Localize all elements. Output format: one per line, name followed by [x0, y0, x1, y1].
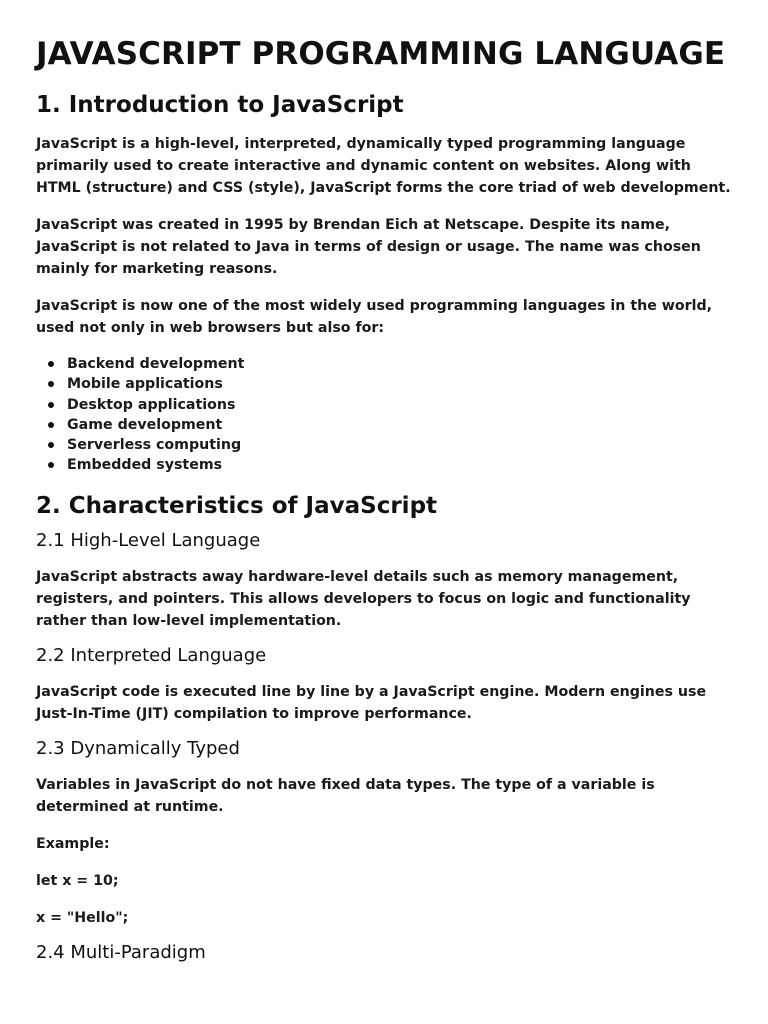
intro-paragraph-3: JavaScript is now one of the most widely used programming languages in the world, used not only in web browsers but also for:: [36, 298, 713, 336]
list-item-text: Game development: [67, 416, 223, 433]
subsection-2-4-heading: 2.4 Multi-Paradigm: [36, 941, 206, 963]
list-item-text: Embedded systems: [67, 457, 223, 474]
list-item-text: Backend development: [67, 356, 245, 372]
subsection-2-2-paragraph: JavaScript code is executed line by line by a JavaScript engine. Modern engines use Just-In-Time (JIT) compilation to improve performance.: [36, 683, 707, 722]
list-item: [36, 354, 732, 374]
intro-paragraph-1: JavaScript is a high-level, interpreted, dynamically typed programming language primarily used to create interactive and dynamic content on websites. Along with HTML (structure) and CSS (style), JavaScript forms the core triad of web development.: [36, 136, 731, 196]
list-item: [36, 395, 732, 415]
section-2-heading: 2. Characteristics of JavaScript: [36, 492, 438, 519]
subsection-2-3-paragraph: Variables in JavaScript do not have fixed data types. The type of a variable is determined at runtime.: [36, 776, 655, 815]
document-title: JAVASCRIPT PROGRAMMING LANGUAGE: [36, 36, 726, 72]
subsection-2-2-heading: 2.2 Interpreted Language: [36, 644, 267, 666]
subsection-2-1-heading: 2.1 High-Level Language: [36, 529, 261, 551]
bullet-icon: [48, 402, 54, 408]
list-item-text: Mobile applications: [67, 376, 223, 393]
subsection-2-3-heading: 2.3 Dynamically Typed: [36, 737, 240, 759]
subsection-2-1-paragraph: JavaScript abstracts away hardware-level details such as memory management, registers, and pointers. This allows developers to focus on logic and functionality rather than low-level implementation.: [36, 568, 691, 629]
code-line-1: let x = 10;: [36, 872, 119, 889]
bullet-icon: [48, 442, 54, 448]
list-item: [36, 374, 732, 394]
uses-list: [36, 354, 732, 476]
list-item: [36, 455, 732, 475]
list-item-text: Serverless computing: [67, 437, 242, 454]
bullet-icon: [48, 422, 54, 428]
bullet-icon: [48, 361, 54, 367]
bullet-icon: [48, 462, 54, 468]
list-item: [36, 415, 732, 435]
code-line-2: x = "Hello";: [36, 909, 129, 926]
list-item-text: Desktop applications: [67, 396, 236, 413]
bullet-icon: [48, 381, 54, 387]
example-label: Example:: [36, 835, 110, 852]
intro-paragraph-2: JavaScript was created in 1995 by Brendan Eich at Netscape. Despite its name, JavaScript is not related to Java in terms of design or usage. The name was chosen mainly for marketing reasons.: [36, 217, 701, 277]
list-item: [36, 435, 732, 455]
section-1-heading: 1. Introduction to JavaScript: [36, 92, 404, 118]
